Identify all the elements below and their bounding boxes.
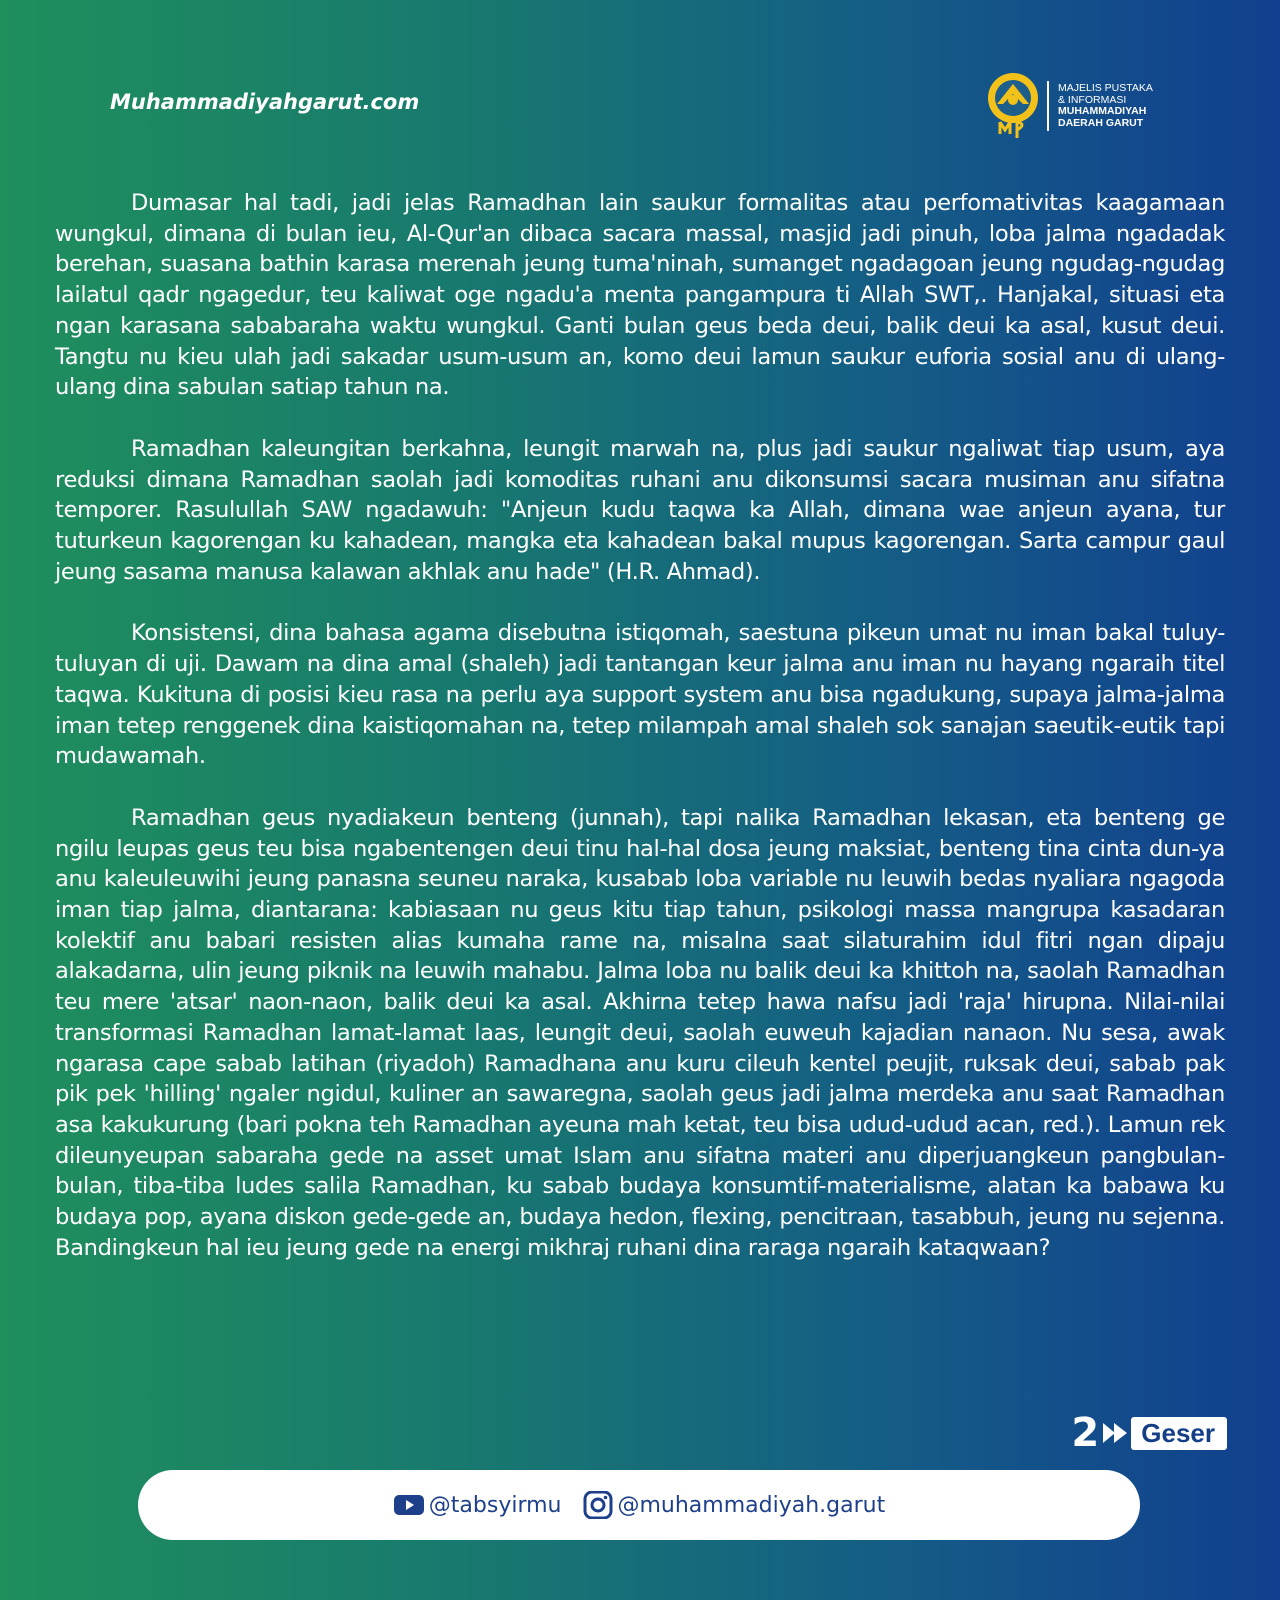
paragraph-3: Konsistensi, dina bahasa agama disebutna istiqomah, saestuna pikeun umat nu iman bakal tuluy-tuluyan di uji. Dawam na dina amal (shaleh) jadi tantangan keur jalma anu iman nu hayang ngaraih titel taqwa. Kukituna di posisi kieu rasa na perlu aya support system anu bisa ngadukung, supaya jalma-jalma iman tetep renggenek dina kaistiqomahan na, tetep milampah amal shaleh sok sanajan saeutik-eutik tapi mudawamah. (55, 620, 1225, 770)
geser-button[interactable]: Geser (1131, 1417, 1227, 1450)
logo-line-4: DAERAH GARUT (1058, 116, 1144, 129)
paragraph-2: Ramadhan kaleungitan berkahna, leungit marwah na, plus jadi saukur ngaliwat tiap usum, aya reduksi dimana Ramadhan saolah jadi komoditas ruhani anu dikonsumsi sacara musiman anu sifatna temporer. Rasulullah SAW ngadawuh: "Anjeun kudu taqwa ka Allah, dimana wae anjeun ayana, tur tuturkeun kagorengan ku kahadean, mangka eta kahadean bakal mupus kagorengan. Sarta campur gaul jeung sasama manusa kalawan akhlak anu hade" (H.R. Ahmad). (55, 435, 1225, 585)
logo-text (1058, 83, 1153, 129)
paragraph-4: Ramadhan geus nyadiakeun benteng (junnah), tapi nalika Ramadhan lekasan, eta benteng ge ngilu leupas geus teu bisa ngabentengen deui tinu hal-hal dosa jeung maksiat, benteng tina cinta dun-ya anu kaleuleuwihi jeung panasna seuneu naraka, kusabab loba variable nu leuwih bedas nyaliara ngagoda iman tiap jalma, diantarana: kabiasaan nu geus kitu tiap tahun, psikologi massa mangrupa kasadaran kolektif anu babari resisten alias kumaha rame na, misalna saat silaturahim idul fitri ngan dipaju alakadarna, ulin jeung piknik na leuwih mahabu. Jalma loba nu balik deui ka khittoh na, saolah Ramadhan teu mere 'atsar' naon-naon, balik deui ka asal. Akhirna tetep hawa nafsu jadi 'raja' hirupna. Nilai-nilai transformasi Ramadhan lamat-lamat laas, leungit deui, saolah euweuh kajadian nanaon. Nu sesa, awak ngarasa cape sabab latihan (riyadoh) Ramadhana anu kuru cileuh kentel peujit, ruksak deui, sabab pak pik pek 'hilling' ngaler ngidul, kuliner an sawaregna, saolah geus jadi jalma merdeka anu saat Ramadhan asa kakukurung (bari pokna teh Ramadhan ayeuna mah ketat, teu bisa udud-udud acan, red.). Lamun rek dileunyeupan sabaraha gede na asset umat Islam anu sifatna materi anu diperjuangkeun pangbulan-bulan, tiba-tiba ludes salila Ramadhan, ku sabab budaya konsumtif-materialisme, alatan ka babawa ku budaya pop, ayana diskon gede-gede an, budaya hedon, flexing, pencitraan, tasabbuh, jeung nu sejenna. Bandingkeun hal ieu jeung gede na energi mikhraj ruhani dina raraga ngaraih kataqwaan? (55, 804, 1225, 1261)
instagram-handle: @muhammadiyah.garut (617, 1492, 886, 1518)
logo-line-1: MAJELIS PUSTAKA (1058, 82, 1153, 94)
logo-divider (1047, 81, 1049, 131)
page-number: 2 (1071, 1410, 1100, 1456)
social-footer (138, 1470, 1140, 1540)
site-url[interactable]: Muhammadiyahgarut.com (110, 90, 420, 114)
instagram-icon (581, 1491, 613, 1519)
logo-line-3: MUHAMMADIYAH (1058, 105, 1147, 117)
mpi-logo (985, 70, 1153, 142)
youtube-link[interactable] (393, 1491, 562, 1519)
paragraph-1: Dumasar hal tadi, jadi jelas Ramadhan lain saukur formalitas atau perfomativitas kaagamaan wungkul, dimana di bulan ieu, Al-Qur'an dibaca sacara massal, masjid jadi pinuh, loba jalma ngadadak berehan, suasana bathin karasa merenah jeung tuma'ninah, sumanget ngadagoan jeung ngudag-ngudag lailatul qadr ngagedur, teu kaliwat oge ngadu'a menta pangampura ti Allah SWT,. Hanjakal, situasi eta ngan karasana sababaraha waktu wungkul. Ganti bulan geus beda deui, balik deui ka asal, kusut deui. Tangtu nu kieu ulah jadi sakadar usum-usum an, komo deui lamun saukur euforia sosial anu di ulang-ulang dina sabulan satiap tahun na. (55, 190, 1225, 401)
arrow-right-icon (1101, 1420, 1129, 1446)
mpi-logo-icon (985, 70, 1041, 142)
logo-line-2: & INFORMASI (1058, 93, 1127, 106)
instagram-link[interactable] (581, 1491, 885, 1519)
next-slide[interactable] (1071, 1410, 1227, 1456)
youtube-handle: @tabsyirmu (428, 1492, 562, 1518)
article-body (55, 188, 1225, 1295)
youtube-icon (393, 1491, 425, 1519)
